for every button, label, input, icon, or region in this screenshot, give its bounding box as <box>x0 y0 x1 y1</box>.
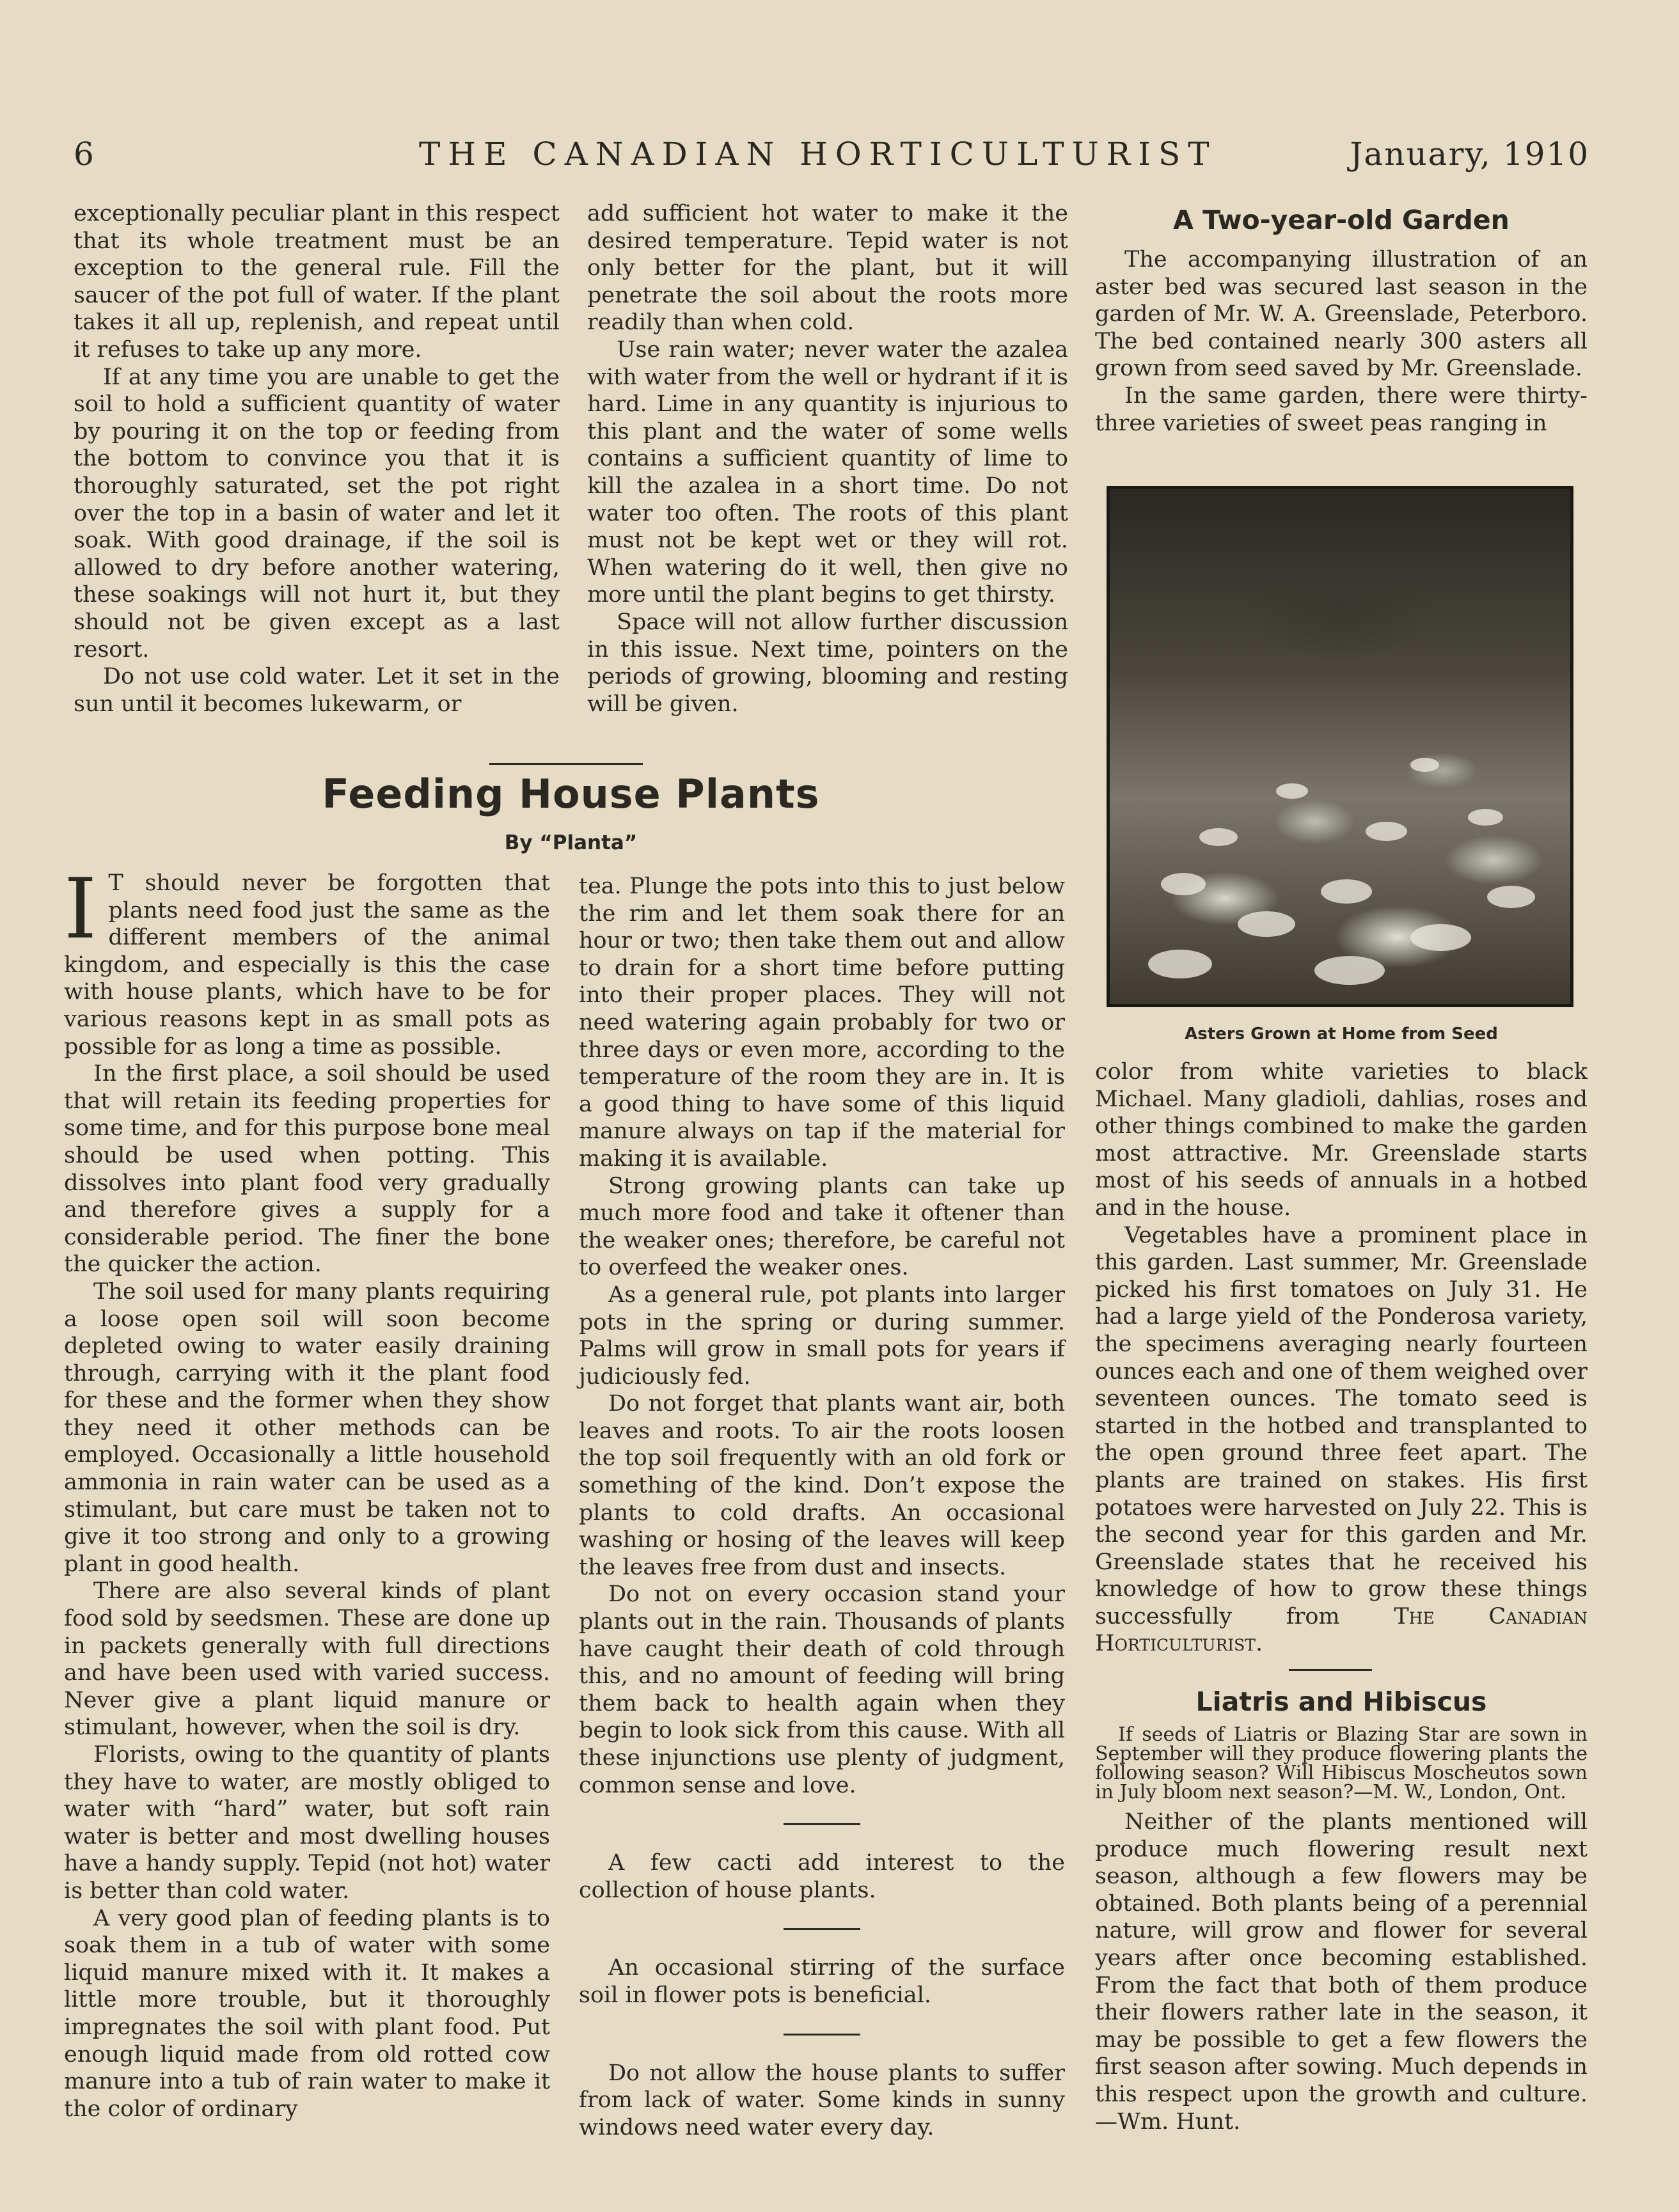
brief-divider <box>784 1823 860 1825</box>
page-header <box>74 136 1589 180</box>
paragraph: tea. Plunge the pots into this to just below the rim and let them soak there for an hour or two; then take them out and allow to drain for a short time before putting into their proper places. They will not need watering again probably for two or three days or even more, according to the temperature of the room they are in. It is a good thing to have some of this liquid manure always on tap if the material for making it is available. <box>579 874 1065 1172</box>
paragraph: color from white varieties to black Michael. Many gladioli, dahlias, roses and other things combined to make the garden most attractive. Mr. Greenslade starts most of his seeds of annuals in a hotbed and in the house. <box>1095 1059 1588 1221</box>
section-divider <box>489 763 643 765</box>
brief-divider <box>784 1928 860 1930</box>
feeding-col1 <box>64 860 550 2122</box>
article-byline: By “Planta” <box>504 831 638 854</box>
publication-title: THE CANADIAN HORTICULTURIST <box>419 136 1217 173</box>
drop-cap: I <box>64 860 97 957</box>
photo-caption: Asters Grown at Home from Seed <box>1185 1024 1498 1044</box>
brief-note <box>579 1928 1065 2009</box>
magazine-reference: The Canadian Horticulturist. <box>1095 1603 1588 1657</box>
paragraph: The soil used for many plants requiring a loose open soil will soon become depleted owing to water easily draining through, carrying with it the plant food for these and the former when they show they need it other methods can be employed. Occasionally a little household ammonia in rain water can be used as a stimulant, but care must be taken not to give it too strong and only to a growing plant in good health. <box>64 1278 550 1577</box>
garden-continued <box>1095 1058 1588 1658</box>
brief-note <box>579 1823 1065 1904</box>
paragraph: Do not use cold water. Let it set in the sun until it becomes lukewarm, or <box>74 664 560 717</box>
paragraph: Do not on every occasion stand your plants out in the rain. Thousands of plants have caught their death of cold through this, and no amount of feeding will bring them back to health again when they begin to look sick from this cause. With all these injunctions use plenty of judgment, common sense and love. <box>579 1581 1065 1798</box>
issue-date: January, 1910 <box>1350 136 1589 173</box>
paragraph: add sufficient hot water to make it the desired temperature. Tepid water is not only better for the plant, but it will penetrate the soil about the roots more readily than when cold. <box>587 201 1068 336</box>
brief-text: Do not allow the house plants to suffer from lack of water. Some kinds in sunny windows need water every day. <box>579 2060 1065 2140</box>
paragraph <box>1095 1222 1588 1658</box>
paragraph-text: T should never be forgotten that plants need food just the same as the different members of the animal kingdom, and especially is this the case with house plants, which have to be for various reasons kept in as small pots as possible for as long a time as possible. <box>64 870 550 1060</box>
paragraph: Do not forget that plants want air, both leaves and roots. To air the roots loosen the top soil frequently with an old fork or something of the kind. Don’t expose the plants to cold drafts. An occasional washing or hosing of the leaves will keep the leaves free from dust and insects. <box>579 1391 1065 1580</box>
paragraph-text: Vegetables have a prominent place in this garden. Last summer, Mr. Greenslade picked his first tomatoes on July 31. He had a large yield of the Ponderosa variety, the specimens averaging nearly fourteen ounces each and one of them weighed over seventeen ounces. The tomato seed is started in the hotbed and transplanted to the open ground three feet apart. The plants are trained on stakes. His first potatoes were harvested on July 22. This is the second year for this garden and Mr. Greenslade states that he received his knowledge of how to grow these things successfully from <box>1095 1222 1588 1629</box>
answer-text: Neither of the plants mentioned will produce much flowering result next season, although a few flowers may be obtained. Both plants being of a perennial nature, will grow and flower for several years after once becoming established. From the fact that both of them produce their flowers rather late in the season, it may be possible to get a few flowers the first season after sowing. Much depends in this respect upon the growth and culture.—Wm. Hunt. <box>1095 1809 1588 2135</box>
article-title-liatris: Liatris and Hibiscus <box>1195 1686 1487 1717</box>
section-divider <box>1289 1669 1372 1671</box>
paragraph: There are also several kinds of plant food sold by seedsmen. These are done up in packets generally with full directions and have been used with varied success. Never give a plant liquid manure or stimulant, however, when the soil is dry. <box>64 1578 550 1741</box>
paragraph: A very good plan of feeding plants is to soak them in a tub of water with some liquid manure mixed with it. It makes a little more trouble, but it thoroughly impregnates the soil with plant food. Put enough liquid made from old rotted cow manure into a tub of rain water to make it the color of ordinary <box>64 1905 550 2122</box>
brief-text: An occasional stirring of the surface soil in flower pots is beneficial. <box>579 1955 1065 2008</box>
azalea-continued-col1 <box>74 200 560 718</box>
paragraph: Space will not allow further discussion in this issue. Next time, pointers on the periods of growing, blooming and resting will be given. <box>587 609 1068 717</box>
paragraph: Strong growing plants can take up much more food and take it oftener than the weaker ones; therefore, be careful not to overfeed the weaker ones. <box>579 1173 1065 1281</box>
aster-bed-photo <box>1107 486 1573 1007</box>
paragraph: If at any time you are unable to get the soil to hold a sufficient quantity of water by pouring it on the top or feeding from the bottom to convince you that it is thoroughly saturated, set the pot right over the top in a basin of water and let it soak. With good drainage, if the soil is allowed to dry before another watering, these soakings will not hurt it, but they should not be given except as a last resort. <box>74 364 560 663</box>
brief-note <box>579 2034 1065 2142</box>
reader-question <box>1095 1725 1588 1802</box>
question-text: If seeds of Liatris or Blazing Star are sown in September will they produce flowering plants the following season? Will Hibiscus Moscheutos sown in July bloom next season?—M. W., London, Ont. <box>1095 1723 1588 1803</box>
paragraph: Use rain water; never water the azalea with water from the well or hydrant if it is hard. Lime in any quantity is injurious to this plant and the water of some wells contains a sufficient quantity of lime to kill the azalea in a short time. Do not water too often. The roots of this plant must not be kept wet or they will rot. When watering do it well, then give no more until the plant begins to get thirsty. <box>587 336 1068 608</box>
garden-intro <box>1095 246 1588 437</box>
article-title-feeding: Feeding House Plants <box>322 771 820 817</box>
paragraph: Florists, owing to the quantity of plants they have to water, are mostly obliged to water with “hard” water, but soft rain water is better and most dwelling houses have a handy supply. Tepid (not hot) water is better than cold water. <box>64 1742 550 1904</box>
article-title-garden: A Two-year-old Garden <box>1173 205 1510 235</box>
brief-text: A few cacti add interest to the collection of house plants. <box>579 1850 1065 1903</box>
brief-divider <box>784 2034 860 2036</box>
paragraph: As a general rule, pot plants into larger pots in the spring or during summer. Palms will grow in small pots for years if judiciously fed. <box>579 1282 1065 1390</box>
page-number: 6 <box>74 136 99 173</box>
paragraph: In the first place, a soil should be used that will retain its feeding properties for some time, and for this purpose bone meal should be used when potting. This dissolves into plant food very gradually and therefore gives a supply for a considerable period. The finer the bone the quicker the action. <box>64 1061 550 1278</box>
paragraph <box>64 860 550 1060</box>
paragraph: The accompanying illustration of an aster bed was secured last season in the garden of Mr. W. A. Greenslade, Peterboro. The bed contained nearly 300 asters all grown from seed saved by Mr. Greenslade. <box>1095 247 1588 382</box>
liatris-column <box>1095 1725 1588 2135</box>
feeding-col2 <box>579 873 1065 2141</box>
paragraph: In the same garden, there were thirty-three varieties of sweet peas ranging in <box>1095 382 1588 436</box>
azalea-continued-col2 <box>587 200 1068 718</box>
paragraph: exceptionally peculiar plant in this respect that its whole treatment must be an exception to the general rule. Fill the saucer of the pot full of water. If the plant takes it all up, replenish, and repeat until it refuses to take up any more. <box>74 201 560 363</box>
